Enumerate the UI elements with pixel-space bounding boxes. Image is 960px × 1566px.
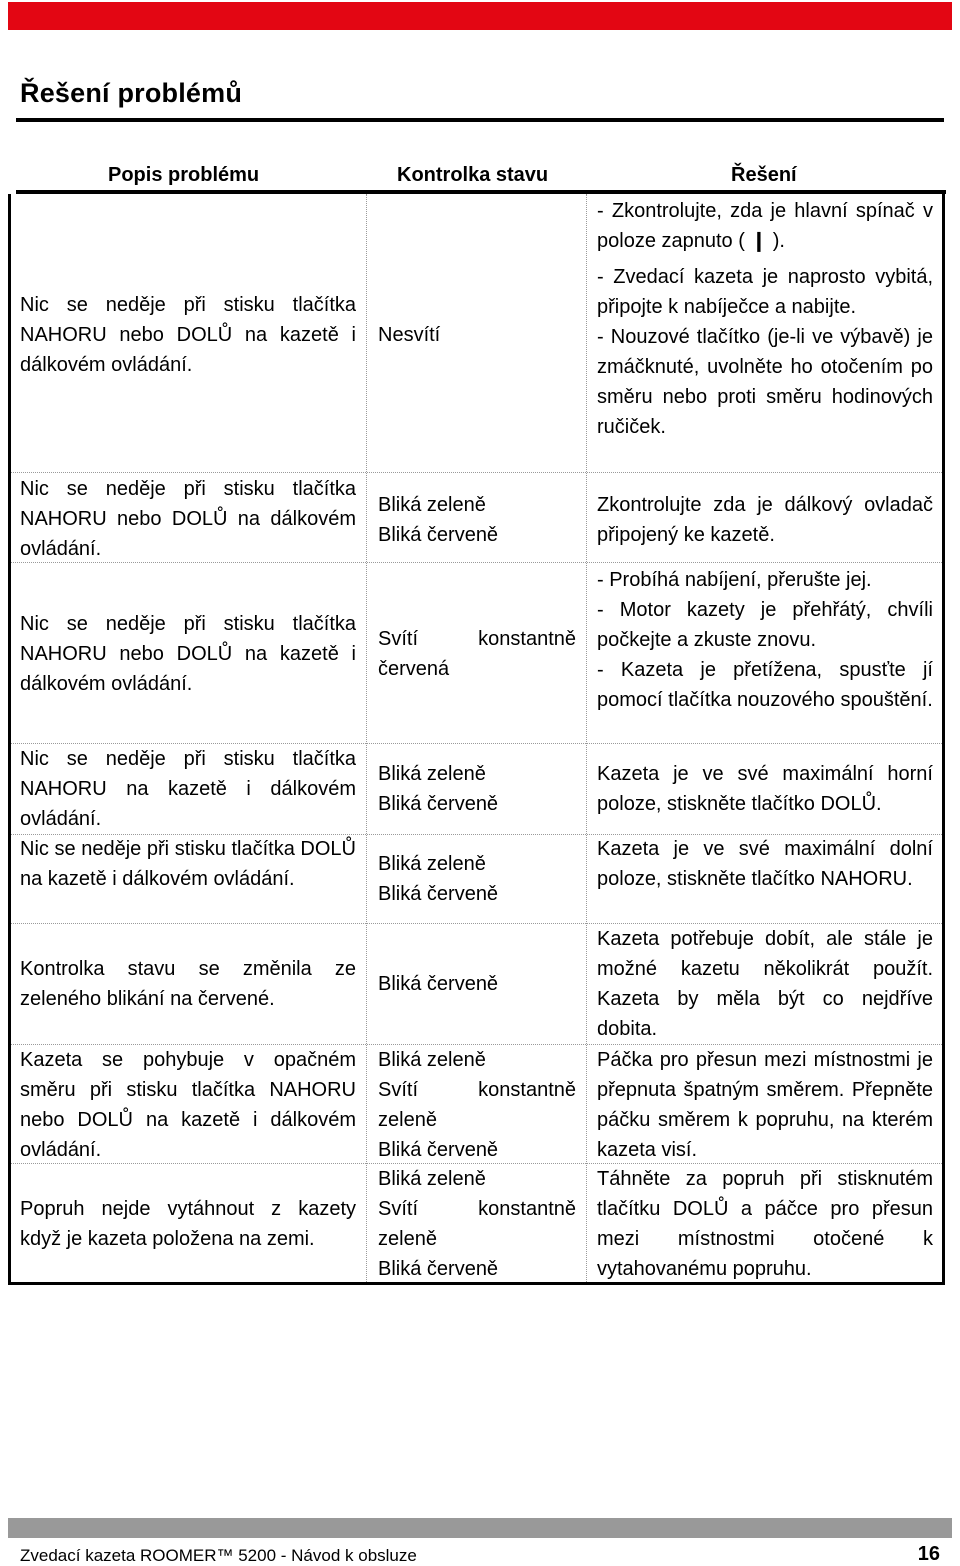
status-line: Nesvítí xyxy=(378,324,441,346)
problem-cell: Popruh nejde vytáhnout z kazety když je kazeta položena na zemi. xyxy=(20,1198,356,1250)
problem-cell: Nic se neděje při stisku tlačítka NAHORU nebo DOLŮ na kazetě i dálkovém ovládání. xyxy=(20,613,356,695)
column-header-problem: Popis problému xyxy=(108,164,260,186)
column-divider xyxy=(366,194,367,1282)
problem-cell: Nic se neděje při stisku tlačítka NAHORU nebo DOLŮ na dálkovém ovládání. xyxy=(20,478,356,560)
problem-cell: Kontrolka stavu se změnila ze zeleného blikání na červené. xyxy=(20,958,356,1010)
solution-line: - Probíhá nabíjení, přerušte jej. xyxy=(597,569,872,591)
status-line: Svítí konstantně červená xyxy=(378,628,576,680)
solution-line: Táhněte za popruh při stisknutém tlačítku DOLŮ a páčce pro přesun mezi místnostmi otočené k vytahovanému popruhu. xyxy=(597,1168,933,1280)
solution-line: - Kazeta je přetížena, spusťte jí pomocí tlačítka nouzového spouštění. xyxy=(597,659,933,711)
status-cell xyxy=(378,759,576,819)
solution-line: Zkontrolujte zda je dálkový ovladač připojený ke kazetě. xyxy=(597,494,933,546)
status-line: Bliká červeně xyxy=(378,524,499,546)
status-line: Bliká zeleně xyxy=(378,1168,486,1190)
status-line: Bliká červeně xyxy=(378,883,499,905)
status-line: Svítí konstantně zeleně xyxy=(378,1079,576,1131)
header-bar xyxy=(8,2,952,30)
column-header-solution: Řešení xyxy=(731,164,797,186)
solution-line: Páčka pro přesun mezi místnostmi je přepnuta špatným směrem. Přepněte páčku směrem k popruhu, na kterém kazeta visí. xyxy=(597,1049,933,1161)
problem-cell: Nic se neděje při stisku tlačítka NAHORU nebo DOLŮ na kazetě i dálkovém ovládání. xyxy=(20,294,356,376)
status-line: Bliká zeleně xyxy=(378,853,486,875)
problem-cell: Nic se neděje při stisku tlačítka DOLŮ na kazetě i dálkovém ovládání. xyxy=(20,838,356,890)
footer-text: Zvedací kazeta ROOMER™ 5200 - Návod k obsluze xyxy=(20,1546,417,1565)
solution-line: Kazeta je ve své maximální dolní poloze, stiskněte tlačítko NAHORU. xyxy=(597,838,933,890)
footer-bar xyxy=(8,1518,952,1538)
solution-line: Kazeta je ve své maximální horní poloze, stiskněte tlačítko DOLŮ. xyxy=(597,763,933,815)
column-header-status: Kontrolka stavu xyxy=(397,164,549,186)
problem-cell: Kazeta se pohybuje v opačném směru při stisku tlačítka NAHORU nebo DOLŮ na kazetě i dálkovém ovládání. xyxy=(20,1049,356,1161)
solution-line: - Zkontrolujte, zda je hlavní spínač v poloze zapnuto ( ❙ ). xyxy=(597,200,933,252)
status-line: Bliká zeleně xyxy=(378,494,486,516)
status-line: Bliká zeleně xyxy=(378,1049,486,1071)
column-divider xyxy=(586,194,587,1282)
solution-cell xyxy=(597,1045,933,1165)
status-line: Bliká červeně xyxy=(378,1258,499,1280)
solution-line: - Nouzové tlačítko (je-li ve výbavě) je zmáčknuté, uvolněte ho otočením po směru nebo proti směru hodinových ručiček. xyxy=(597,326,933,438)
solution-cell xyxy=(597,490,933,550)
page-title: Řešení problémů xyxy=(20,78,243,108)
problem-cell: Nic se neděje při stisku tlačítka NAHORU na kazetě i dálkovém ovládání. xyxy=(20,748,356,830)
status-line: Svítí konstantně zeleně xyxy=(378,1198,576,1250)
status-cell xyxy=(378,969,576,999)
status-cell xyxy=(378,320,576,350)
solution-cell xyxy=(597,759,933,819)
status-cell xyxy=(378,490,576,550)
row-divider xyxy=(11,472,942,473)
solution-cell xyxy=(597,1164,933,1284)
solution-cell xyxy=(597,565,933,715)
solution-cell xyxy=(597,834,933,894)
solution-cell xyxy=(597,924,933,1044)
status-cell xyxy=(378,624,576,684)
status-line: Bliká červeně xyxy=(378,1139,499,1161)
title-divider xyxy=(16,118,944,122)
status-line: Bliká zeleně xyxy=(378,763,486,785)
status-line: Bliká červeně xyxy=(378,973,499,995)
page-number: 16 xyxy=(917,1543,940,1565)
status-cell xyxy=(378,1045,576,1165)
status-line: Bliká červeně xyxy=(378,793,499,815)
solution-cell xyxy=(597,196,933,442)
status-cell xyxy=(378,849,576,909)
solution-line: Kazeta potřebuje dobít, ale stále je možné kazetu několikrát použít. Kazeta by měla být co nejdříve dobita. xyxy=(597,928,933,1040)
status-cell xyxy=(378,1164,576,1284)
solution-line: - Zvedací kazeta je naprosto vybitá, připojte k nabíječce a nabijte. xyxy=(597,266,933,318)
solution-line: - Motor kazety je přehřátý, chvíli počkejte a zkuste znovu. xyxy=(597,599,933,651)
